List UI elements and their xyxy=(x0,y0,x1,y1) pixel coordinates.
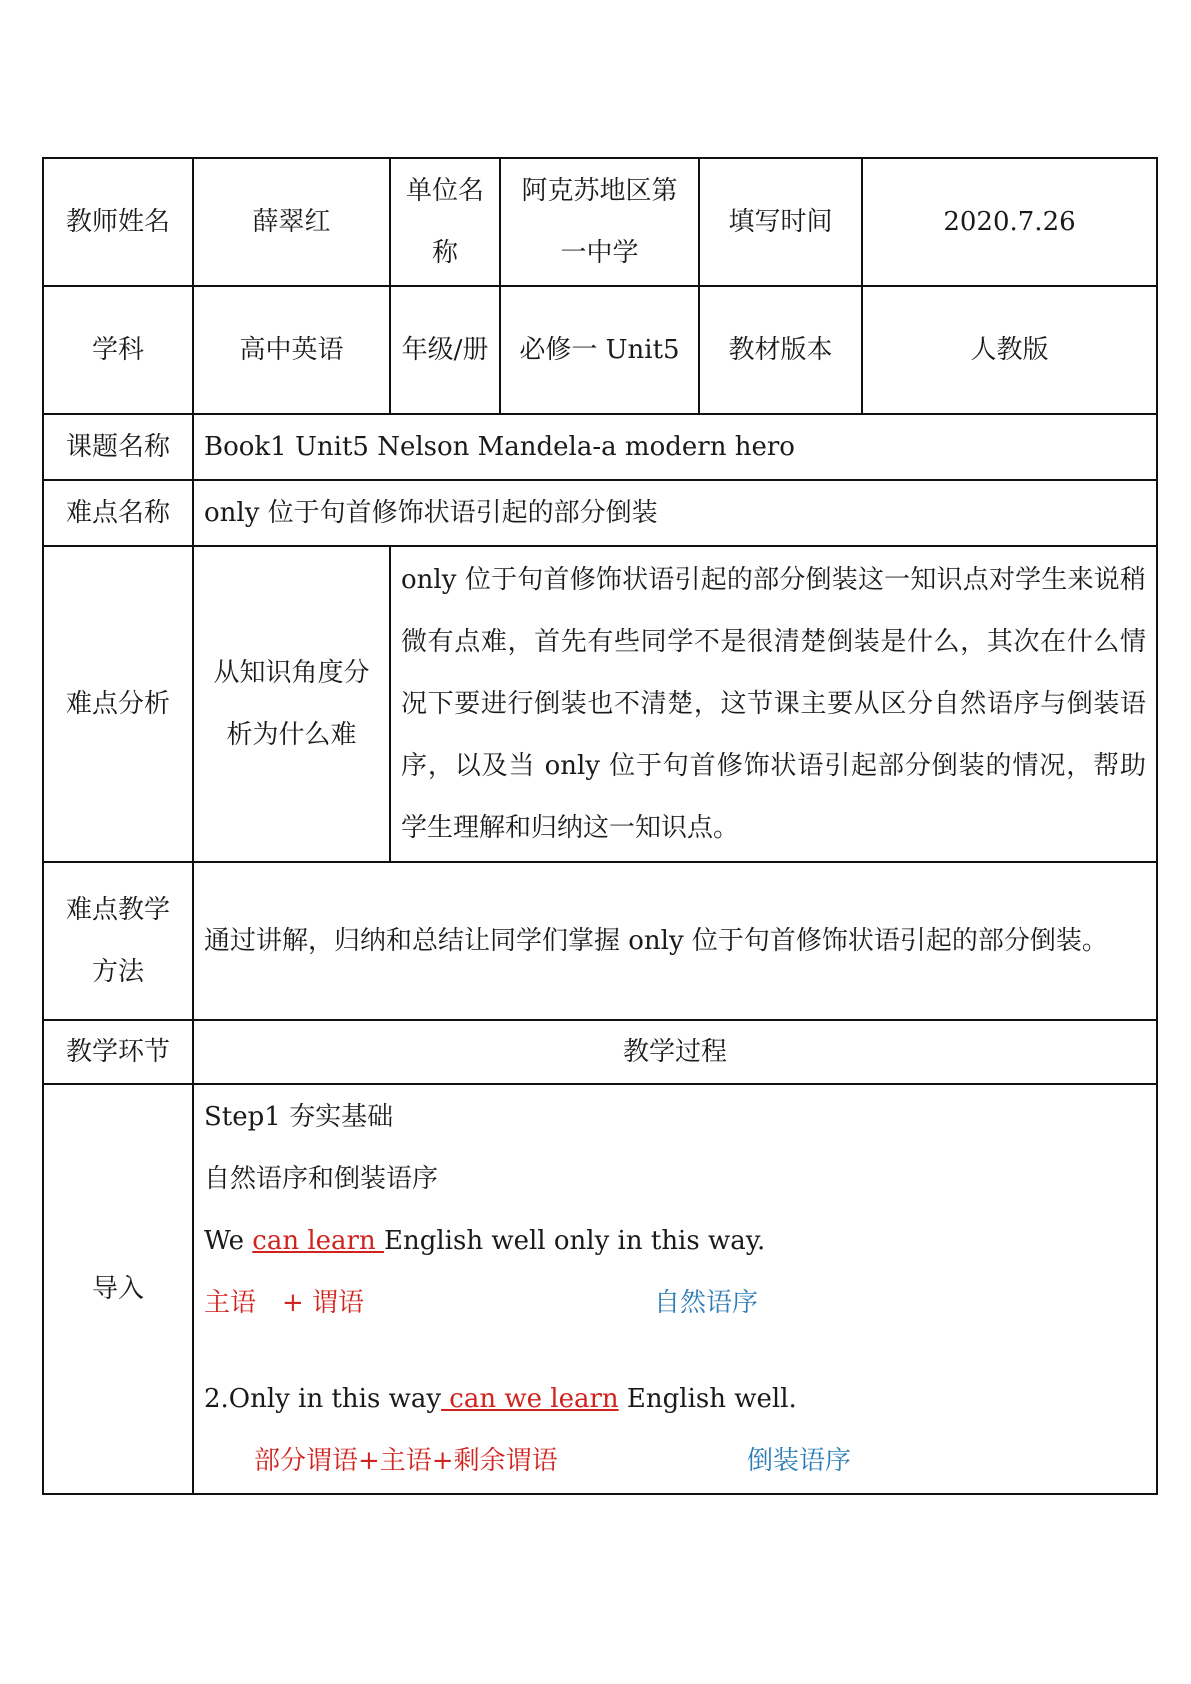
example-2-highlight: can we learn xyxy=(441,1384,619,1414)
topic-label: 课题名称 xyxy=(43,414,193,480)
table-row xyxy=(43,480,1157,546)
analysis-sublabel: 从知识角度分析为什么难 xyxy=(193,546,390,862)
grade-label: 年级/册 xyxy=(390,286,500,414)
subject-value: 高中英语 xyxy=(193,286,390,414)
process-header-value: 教学过程 xyxy=(193,1020,1157,1084)
example-1-type: 自然语序 xyxy=(654,1288,759,1318)
unit-value: 阿克苏地区第一中学 xyxy=(500,158,699,286)
grade-value: 必修一 Unit5 xyxy=(500,286,699,414)
example-2-post: English well. xyxy=(618,1384,797,1414)
difficulty-label: 难点名称 xyxy=(43,480,193,546)
intro-content xyxy=(193,1084,1157,1494)
lesson-plan-table xyxy=(42,157,1158,1495)
intro-label: 导入 xyxy=(43,1084,193,1494)
example-1-highlight: can learn xyxy=(252,1226,384,1256)
example-1-analysis xyxy=(204,1272,1146,1334)
subject-label: 学科 xyxy=(43,286,193,414)
analysis-text: only 位于句首修饰状语引起的部分倒装这一知识点对学生来说稍微有点难，首先有些同学不是很清楚倒装是什么，其次在什么情况下要进行倒装也不清楚，这节课主要从区分自然语序与倒装语序，以及当 only 位于句首修饰状语引起部分倒装的情况，帮助学生理解和归纳这一知识点。 xyxy=(390,546,1157,862)
example-2 xyxy=(204,1368,1146,1430)
table-row xyxy=(43,546,1157,862)
table-row xyxy=(43,1084,1157,1494)
analysis-label: 难点分析 xyxy=(43,546,193,862)
edition-value: 人教版 xyxy=(862,286,1157,414)
topic-value: Book1 Unit5 Nelson Mandela-a modern hero xyxy=(193,414,1157,480)
teacher-label: 教师姓名 xyxy=(43,158,193,286)
example-2-parts: 部分谓语+主语+剩余谓语 xyxy=(254,1446,558,1476)
example-1-post: English well only in this way. xyxy=(383,1226,766,1256)
spacer xyxy=(204,1334,1146,1368)
process-header-label: 教学环节 xyxy=(43,1020,193,1084)
intro-step: Step1 夯实基础 xyxy=(204,1102,394,1132)
table-row xyxy=(43,414,1157,480)
intro-subtitle: 自然语序和倒装语序 xyxy=(204,1164,439,1194)
example-2-type: 倒装语序 xyxy=(747,1446,852,1476)
method-text: 通过讲解，归纳和总结让同学们掌握 only 位于句首修饰状语引起的部分倒装。 xyxy=(193,862,1157,1020)
example-1-parts: 主语 + 谓语 xyxy=(204,1288,365,1318)
example-1-pre: We xyxy=(204,1226,253,1256)
table-row xyxy=(43,862,1157,1020)
edition-label: 教材版本 xyxy=(699,286,862,414)
unit-label: 单位名称 xyxy=(390,158,500,286)
method-label: 难点教学方法 xyxy=(43,862,193,1020)
table-row xyxy=(43,158,1157,286)
example-2-analysis xyxy=(204,1430,1146,1492)
example-2-pre: 2.Only in this way xyxy=(204,1384,442,1414)
difficulty-value: only 位于句首修饰状语引起的部分倒装 xyxy=(193,480,1157,546)
table-row xyxy=(43,1020,1157,1084)
example-1 xyxy=(204,1210,1146,1272)
teacher-value: 薛翠红 xyxy=(193,158,390,286)
date-value: 2020.7.26 xyxy=(862,158,1157,286)
table-row xyxy=(43,286,1157,414)
date-label: 填写时间 xyxy=(699,158,862,286)
